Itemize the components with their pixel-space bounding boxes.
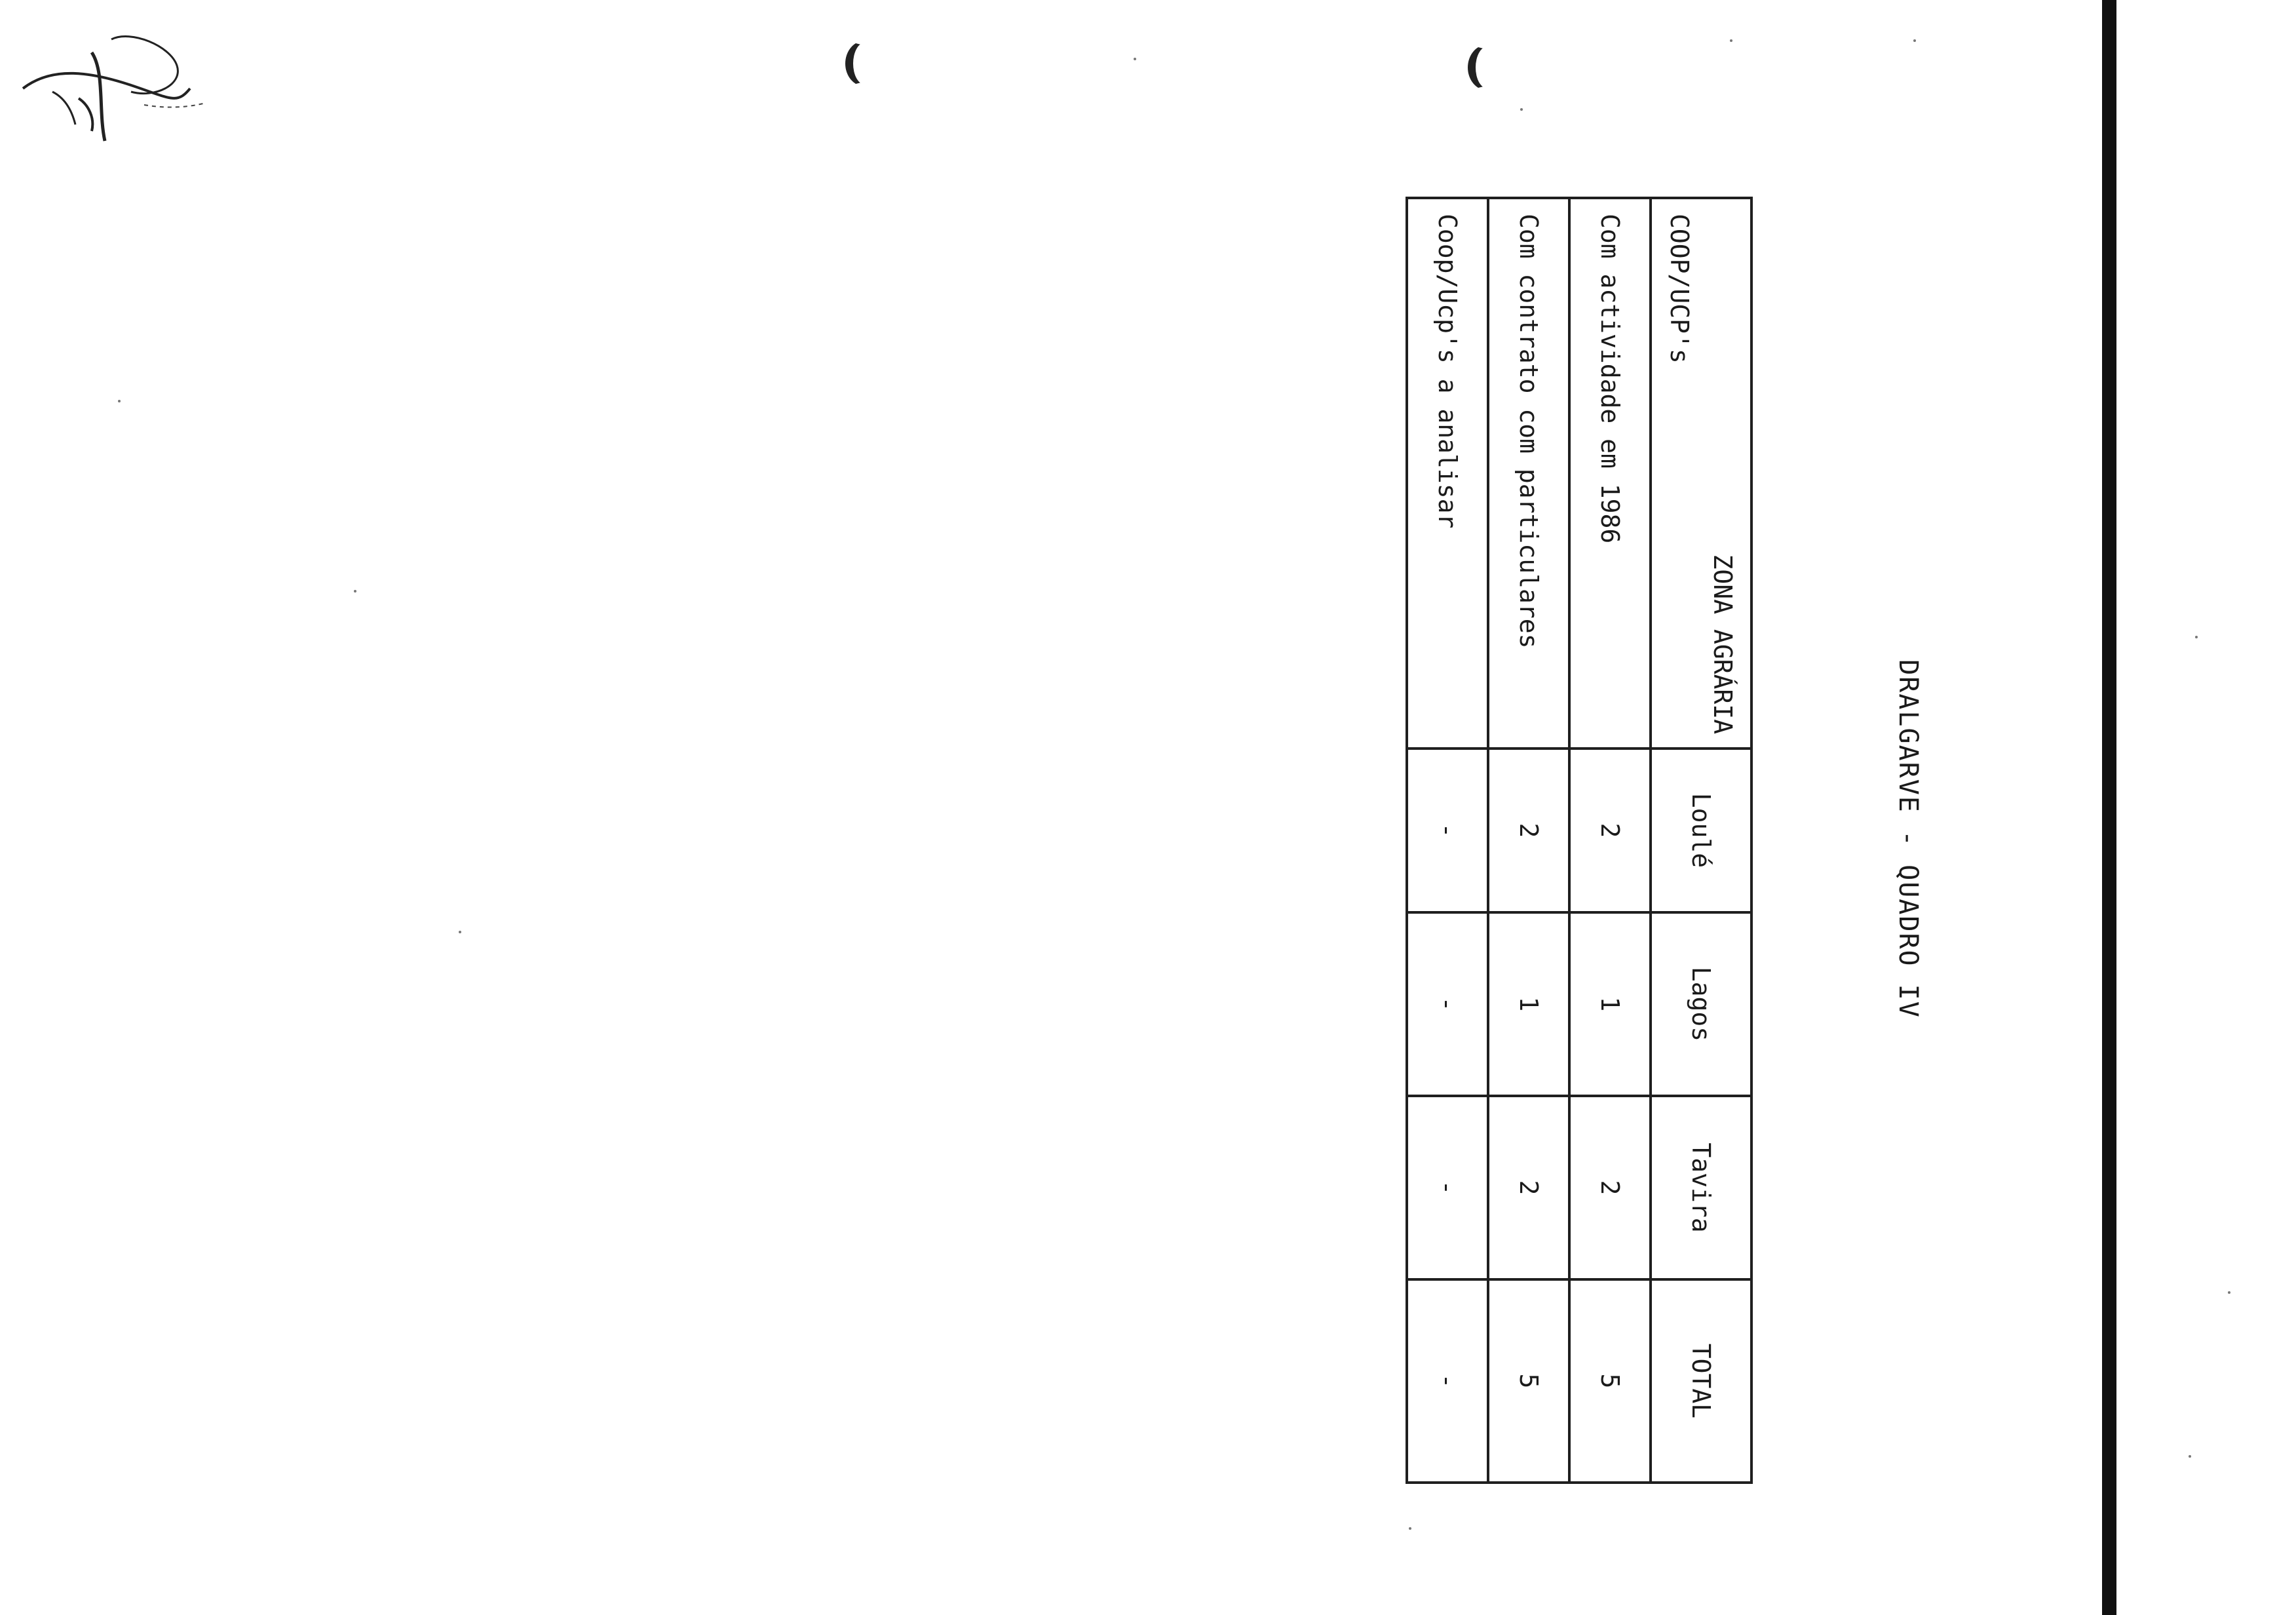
table-cell: 2 [1569,1096,1651,1279]
table-cell: - [1407,1279,1488,1483]
column-header-lagos: Lagos [1651,912,1751,1096]
punch-hole [845,41,885,87]
table-row [1407,198,1488,1483]
column-header-loule: Loulé [1651,749,1751,912]
quadro-table [1406,197,1753,1484]
scan-speck [1134,58,1136,60]
column-header-total: TOTAL [1651,1279,1751,1483]
scan-speck [2189,1455,2191,1458]
table-row [1488,198,1569,1483]
table-cell: 2 [1488,749,1569,912]
scan-speck [459,931,461,933]
punch-hole [1468,45,1507,90]
scan-speck [1520,108,1523,111]
table-cell: - [1407,749,1488,912]
table-cell: - [1407,1096,1488,1279]
rotated-document [1268,197,1923,1481]
table-header-row [1651,198,1751,1483]
table-cell: 2 [1569,749,1651,912]
scan-speck [2195,636,2198,638]
scan-speck [2228,1291,2230,1294]
table-cell: 2 [1488,1096,1569,1279]
row-label: Com contrato com particulares [1488,198,1569,749]
scan-speck [1913,39,1916,42]
row-label: Com actividade em 1986 [1569,198,1651,749]
scan-speck [1409,1527,1411,1530]
scan-speck [1730,39,1732,42]
column-header-tavira: Tavira [1651,1096,1751,1279]
scan-speck [118,400,121,402]
table-cell: - [1407,912,1488,1096]
corner-header-cell [1651,198,1751,749]
zona-agraria-label: ZONA AGRÁRIA [1708,554,1737,734]
row-label: Coop/Ucp's a analisar [1407,198,1488,749]
table-cell: 5 [1488,1279,1569,1483]
coop-ucps-label: COOP/UCP's [1665,214,1694,364]
table-row [1569,198,1651,1483]
document-title: DRALGARVE - QUADRO IV [1893,659,1923,1019]
handwritten-signature [13,26,210,144]
quadro-table-wrapper [1406,197,1753,1481]
table-cell: 5 [1569,1279,1651,1483]
page-edge-shadow [2102,0,2116,1615]
table-cell: 1 [1569,912,1651,1096]
scan-speck [354,590,356,593]
table-cell: 1 [1488,912,1569,1096]
